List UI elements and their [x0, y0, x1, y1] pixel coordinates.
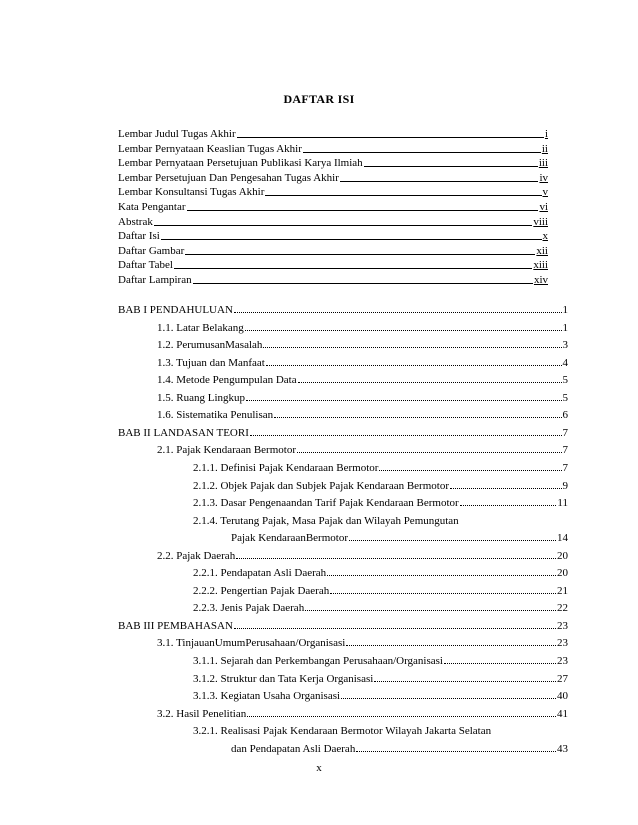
front-matter-entry-page: iv: [539, 171, 548, 184]
leader-line: [193, 283, 533, 284]
chapter-entry[interactable]: [157, 706, 568, 720]
chapter-entry-label: 1.6. Sistematika Penulisan: [157, 409, 274, 422]
leader-line: [364, 166, 538, 167]
front-matter-entry-label: Lembar Pernyataan Keaslian Tugas Akhir: [118, 142, 302, 155]
chapter-entry-page: 23: [557, 637, 568, 650]
leader-line: [187, 210, 539, 211]
chapter-entry-page: 20: [557, 549, 568, 562]
front-matter-entry-page: viii: [533, 215, 548, 228]
chapter-entry-label: 3.1. TinjauanUmumPerusahaan/Organisasi: [157, 637, 346, 650]
chapter-entry-page: 21: [557, 584, 568, 597]
chapter-entry[interactable]: [193, 478, 568, 492]
front-matter-entry-label: Daftar Isi: [118, 230, 160, 243]
leader-line: [234, 628, 556, 629]
chapter-entry-label: BAB II LANDASAN TEORI: [118, 426, 249, 439]
leader-line: [327, 575, 556, 576]
chapter-entry-page: 9: [562, 479, 568, 492]
leader-line: [379, 470, 561, 471]
leader-line: [303, 152, 541, 153]
front-matter-entry-page: v: [542, 186, 548, 199]
leader-line: [374, 681, 556, 682]
front-matter-entry-label: Daftar Gambar: [118, 244, 185, 257]
leader-line: [245, 330, 562, 331]
chapter-entry-label: 1.2. PerumusanMasalah: [157, 339, 263, 352]
chapter-entry-page: 5: [562, 374, 568, 387]
leader-line: [234, 312, 562, 313]
page-number: x: [316, 762, 322, 774]
chapter-entry-page: 7: [562, 426, 568, 439]
front-matter-entry[interactable]: [118, 228, 548, 242]
chapter-entry[interactable]: [118, 302, 568, 316]
chapter-entry[interactable]: [118, 425, 568, 439]
chapter-entry[interactable]: [157, 337, 568, 351]
chapter-entry[interactable]: [231, 741, 568, 755]
leader-line: [450, 488, 562, 489]
front-matter-entry-page: iii: [538, 157, 548, 170]
chapter-entry-page: 27: [557, 672, 568, 685]
chapter-entry-label: 2.1. Pajak Kendaraan Bermotor: [157, 444, 296, 457]
front-matter-entry-page: xiv: [533, 274, 548, 286]
leader-line: [460, 505, 557, 506]
leader-line: [174, 268, 532, 269]
front-matter-entry-label: Lembar Persetujuan Dan Pengesahan Tugas Akhir: [118, 171, 339, 184]
front-matter-entry-page: i: [544, 128, 548, 140]
front-matter-entry[interactable]: [118, 155, 548, 169]
front-matter-entry[interactable]: [118, 184, 548, 198]
chapter-entry[interactable]: [157, 320, 568, 334]
chapter-entry[interactable]: [193, 565, 568, 579]
leader-line: [444, 663, 556, 664]
leader-line: [185, 254, 535, 255]
front-matter-entry[interactable]: [118, 170, 548, 184]
chapter-entry[interactable]: [193, 688, 568, 702]
front-matter-entry-label: Daftar Lampiran: [118, 274, 192, 286]
chapter-entry[interactable]: [193, 460, 568, 474]
chapter-entry-label: Pajak KendaraanBermotor: [231, 532, 348, 545]
chapter-entry-page: 14: [557, 532, 568, 545]
chapter-entry[interactable]: [157, 390, 568, 404]
front-matter-entry[interactable]: [118, 272, 548, 286]
chapter-entry[interactable]: [193, 600, 568, 614]
leader-line: [237, 137, 544, 138]
leader-line: [346, 645, 556, 646]
chapter-entry-page: 1: [562, 304, 568, 316]
chapter-entry[interactable]: [118, 618, 568, 632]
leader-line: [340, 181, 539, 182]
chapter-entry[interactable]: [193, 495, 568, 509]
chapter-entry-label: 2.2.1. Pendapatan Asli Daerah: [193, 567, 327, 580]
front-matter-entry[interactable]: [118, 199, 548, 213]
leader-line: [250, 435, 562, 436]
front-matter-entry-page: vi: [539, 201, 548, 213]
leader-line: [341, 698, 556, 699]
chapter-entry[interactable]: [157, 355, 568, 369]
front-matter-entry-label: Lembar Konsultansi Tugas Akhir: [118, 186, 265, 199]
chapter-entry-page: 5: [562, 391, 568, 404]
chapter-entry[interactable]: [231, 530, 568, 544]
leader-line: [247, 716, 556, 717]
chapter-entry[interactable]: [193, 671, 568, 685]
chapter-entry-label: 3.1.2. Struktur dan Tata Kerja Organisasi: [193, 672, 374, 685]
leader-line: [236, 558, 556, 559]
front-matter-entry[interactable]: [118, 126, 548, 140]
chapter-entry-label: 2.1.3. Dasar Pengenaandan Tarif Pajak Kendaraan Bermotor: [193, 497, 459, 510]
chapter-entry-label: dan Pendapatan Asli Daerah: [231, 742, 356, 755]
chapter-entry-label: 3.2.1. Realisasi Pajak Kendaraan Bermotor Wilayah Jakarta Selatan: [193, 725, 492, 738]
leader-line: [263, 347, 561, 348]
chapter-entry[interactable]: [193, 583, 568, 597]
chapter-entry-label: 2.1.4. Terutang Pajak, Masa Pajak dan Wilayah Pemungutan: [193, 514, 459, 527]
leader-line: [297, 452, 562, 453]
front-matter-entry[interactable]: [118, 214, 548, 228]
front-matter-entry-label: Lembar Judul Tugas Akhir: [118, 128, 236, 140]
chapter-entry[interactable]: [193, 513, 568, 527]
front-matter-entry-label: Abstrak: [118, 215, 153, 228]
leader-line: [265, 195, 541, 196]
front-matter-entry[interactable]: [118, 141, 548, 155]
front-matter-entry-page: ii: [541, 142, 548, 155]
chapter-entry-label: 2.2.2. Pengertian Pajak Daerah: [193, 584, 330, 597]
front-matter-entry-label: Lembar Pernyataan Persetujuan Publikasi Karya Ilmiah: [118, 157, 363, 170]
front-matter-entry[interactable]: [118, 257, 548, 271]
chapter-entry[interactable]: [157, 442, 568, 456]
leader-line: [161, 239, 542, 240]
leader-line: [154, 225, 533, 226]
chapter-entry[interactable]: [157, 372, 568, 386]
leader-line: [349, 540, 556, 541]
front-matter-entry[interactable]: [118, 243, 548, 257]
chapter-entry-page: 4: [562, 356, 568, 369]
chapter-entry-page: 7: [562, 461, 568, 474]
chapter-entry-label: 2.1.1. Definisi Pajak Kendaraan Bermotor: [193, 461, 379, 474]
chapter-entry-page: 6: [562, 409, 568, 422]
chapter-entry-page: 41: [557, 707, 568, 720]
chapter-entry-label: 3.1.1. Sejarah dan Perkembangan Perusahaan/Organisasi: [193, 655, 443, 667]
chapter-entry[interactable]: [157, 548, 568, 562]
chapter-entry-page: 22: [557, 602, 568, 615]
front-matter-entry-page: xiii: [533, 259, 548, 272]
chapter-entry[interactable]: [193, 723, 568, 737]
leader-line: [246, 400, 562, 401]
chapter-entry-page: 40: [557, 690, 568, 703]
front-matter-entry-label: Kata Pengantar: [118, 201, 186, 213]
leader-line: [305, 610, 556, 611]
leader-line: [330, 593, 556, 594]
chapter-entry-page: 11: [557, 497, 568, 510]
leader-line: [356, 751, 556, 752]
chapter-entry-page: 20: [557, 567, 568, 580]
chapter-entry-label: 2.2.3. Jenis Pajak Daerah: [193, 602, 305, 615]
front-matter-entry-page: xii: [536, 244, 548, 257]
chapter-entry-label: 1.4. Metode Pengumpulan Data: [157, 374, 297, 387]
front-matter-entry-page: x: [542, 230, 548, 243]
leader-line: [298, 382, 562, 383]
leader-line: [266, 365, 562, 366]
chapter-entry-page: 23: [557, 655, 568, 667]
page-title: DAFTAR ISI: [283, 92, 355, 106]
chapter-entry-page: 1: [562, 321, 568, 334]
chapter-entry[interactable]: [193, 653, 568, 667]
front-matter-entry-label: Daftar Tabel: [118, 259, 173, 272]
chapter-entry-label: 2.1.2. Objek Pajak dan Subjek Pajak Kendaraan Bermotor: [193, 479, 449, 492]
chapter-entry-page: 43: [557, 742, 568, 755]
chapter-entry-label: 1.3. Tujuan dan Manfaat: [157, 356, 265, 369]
chapter-entry-label: 1.1. Latar Belakang: [157, 321, 244, 334]
chapter-entry-label: 2.2. Pajak Daerah: [157, 549, 236, 562]
chapter-entry-label: BAB III PEMBAHASAN: [118, 619, 233, 632]
chapter-entry-page: 7: [562, 444, 568, 457]
chapter-entry-label: BAB I PENDAHULUAN: [118, 304, 233, 316]
chapter-entry-page: 3: [562, 339, 568, 352]
chapter-entry[interactable]: [157, 635, 568, 649]
chapter-entry-label: 3.1.3. Kegiatan Usaha Organisasi: [193, 690, 341, 703]
chapter-entry-label: 1.5. Ruang Lingkup: [157, 391, 245, 404]
chapter-entry-page: 23: [557, 619, 568, 632]
chapter-entry-label: 3.2. Hasil Penelitian: [157, 707, 247, 720]
chapter-entry[interactable]: [157, 407, 568, 421]
leader-line: [274, 417, 561, 418]
